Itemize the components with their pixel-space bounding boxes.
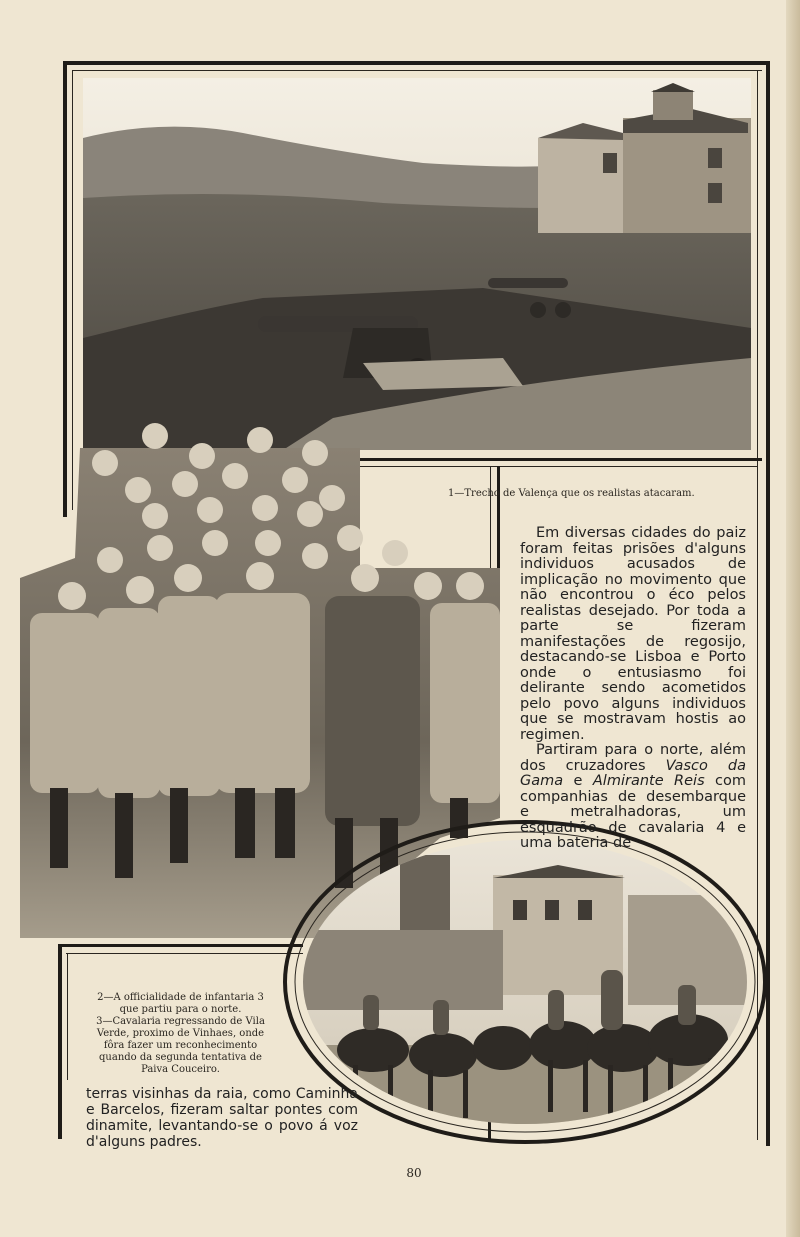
frame-top [63, 61, 770, 65]
paragraph-2-text-b: e [563, 773, 593, 789]
photo-valenca-fortress [83, 78, 751, 450]
caption-fig2: 2—A officialidade de infantaria 3 que partiu para o norte. [97, 992, 264, 1015]
page-number: 80 [406, 1166, 422, 1180]
article-paragraph-1: Em diversas cidades do paiz foram feitas prisões d'alguns individuos acusados de implicação no movimento que não encontrou o éco pelos realistas desejado. Por toda a parte se fizeram manifestações de regosijo, destacando-se Lisboa e Porto onde o entusiasmo foi delirante sendo acometidos pelo povo alguns individuos que se mostravam hostis ao regimen. [520, 525, 746, 743]
page-edge [786, 0, 800, 1237]
frame-bottom-left-left [58, 944, 62, 1139]
frame-bottom-left-top-inner [66, 953, 303, 954]
ship-name-almirante-reis: Almirante Reis [592, 773, 705, 789]
paragraph-2-text-a: Partiram para o norte, além dos cruzadores [520, 742, 746, 774]
frame-bottom-left-top [58, 944, 303, 947]
frame-bottom-left-left-inner [67, 953, 68, 1080]
paragraph-2-text-c: com companhias de desembarque e metralhadoras, um esquadrão de cavalaria 4 e uma bateria de [520, 773, 747, 851]
caption-fig3: 3—Cavalaria regressando de Vila Verde, proximo de Vinhaes, onde fôra fazer um reconhecimento quando da segunda tentativa de Paiva Couceiro. [96, 1016, 265, 1075]
caption-fig1: 1—Trecho de Valença que os realistas atacaram. [448, 488, 695, 499]
article-continuation: terras visinhas da raia, como Caminha e Barcelos, fizeram saltar pontes com dinamite, levantando-se o povo á voz d'alguns padres. [86, 1086, 358, 1150]
article-column [520, 526, 746, 852]
frame-top-inner [72, 70, 762, 71]
article-paragraph-2 [520, 743, 746, 852]
ship-name-vasco-da-gama: Vasco da Gama [520, 757, 746, 789]
